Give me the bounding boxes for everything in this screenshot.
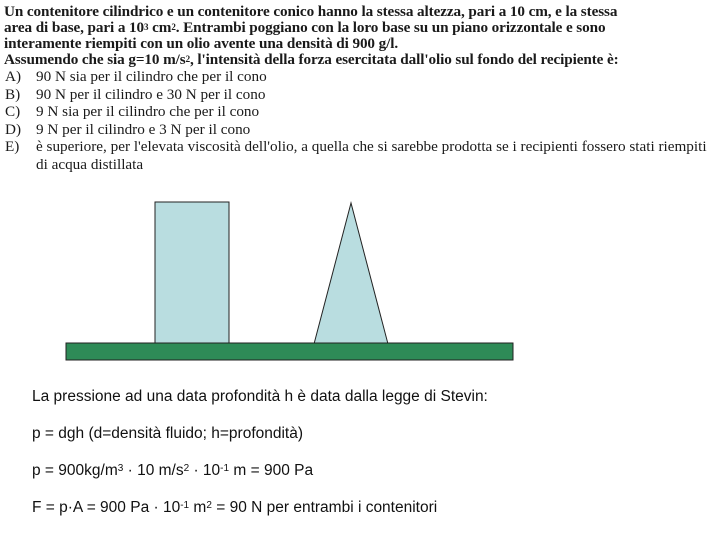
exponent: 2 (185, 54, 190, 64)
cylinder-container (155, 202, 229, 344)
exponent: 2 (206, 500, 212, 511)
solution-text (32, 388, 692, 536)
option-letter: D) (5, 120, 22, 138)
statement-line-1: Un contenitore cilindrico e un contenitore conico hanno la stessa altezza, pari a 10 cm, e la stessa (4, 3, 618, 20)
statement-line-4a: Assumendo che sia g=10 m/s (4, 51, 186, 68)
solution-line-4 (32, 499, 692, 517)
horizontal-plane (66, 343, 513, 360)
exponent: -1 (180, 500, 190, 511)
statement-line-2a: area di base, pari a 10 (4, 19, 145, 36)
stevin-law-text: La pressione ad una data profondità h è data dalla legge di Stevin: (32, 388, 488, 405)
statement-line-3: interamente riempiti con un olio avente una densità di 900 g/l. (4, 35, 399, 52)
statement-line-4b: , l'intensità della forza esercitata dall'olio sul fondo del recipiente è: (189, 51, 619, 68)
exponent: 2 (183, 463, 190, 474)
option-letter: E) (5, 138, 20, 155)
option-letter: B) (5, 85, 21, 103)
cone-container (314, 203, 388, 344)
force-calc-a: F = p·A = 900 Pa · 10 (32, 499, 181, 516)
statement-line-2c: . Entrambi poggiano con la loro base su un piano orizzontale e sono (175, 19, 606, 36)
force-calc-c: = 90 N per entrambi i contenitori (211, 499, 438, 516)
option-text: 9 N sia per il cilindro che per il cono (36, 103, 260, 120)
exponent: 2 (171, 22, 176, 32)
solution-line-2 (32, 425, 692, 443)
option-letter: C) (5, 103, 21, 120)
exponent: -1 (220, 463, 230, 474)
solution-line-3 (32, 462, 692, 480)
exponent: 3 (144, 22, 149, 32)
option-text: 90 N sia per il cilindro che per il cono (36, 68, 267, 85)
pressure-calc-d: m = 900 Pa (229, 462, 314, 479)
pressure-calc-a: p = 900kg/m (32, 462, 118, 479)
solution-line-1 (32, 388, 692, 406)
pressure-calc-c: · 10 (189, 462, 221, 479)
statement-line-2b: cm (148, 19, 172, 36)
exponent: 3 (117, 463, 124, 474)
option-text: è superiore, per l'elevata viscosità dell'olio, a quella che si sarebbe prodotta se i recipienti fossero stati riempiti di acqua distillata (36, 138, 707, 173)
option-text: 9 N per il cilindro e 3 N per il cono (36, 120, 251, 138)
force-calc-b: m (189, 499, 207, 516)
pressure-calc-b: · 10 m/s (123, 462, 184, 479)
option-text: 90 N per il cilindro e 30 N per il cono (36, 85, 266, 103)
option-letter: A) (5, 68, 22, 85)
pressure-formula: p = dgh (d=densità fluido; h=profondità) (32, 425, 304, 442)
